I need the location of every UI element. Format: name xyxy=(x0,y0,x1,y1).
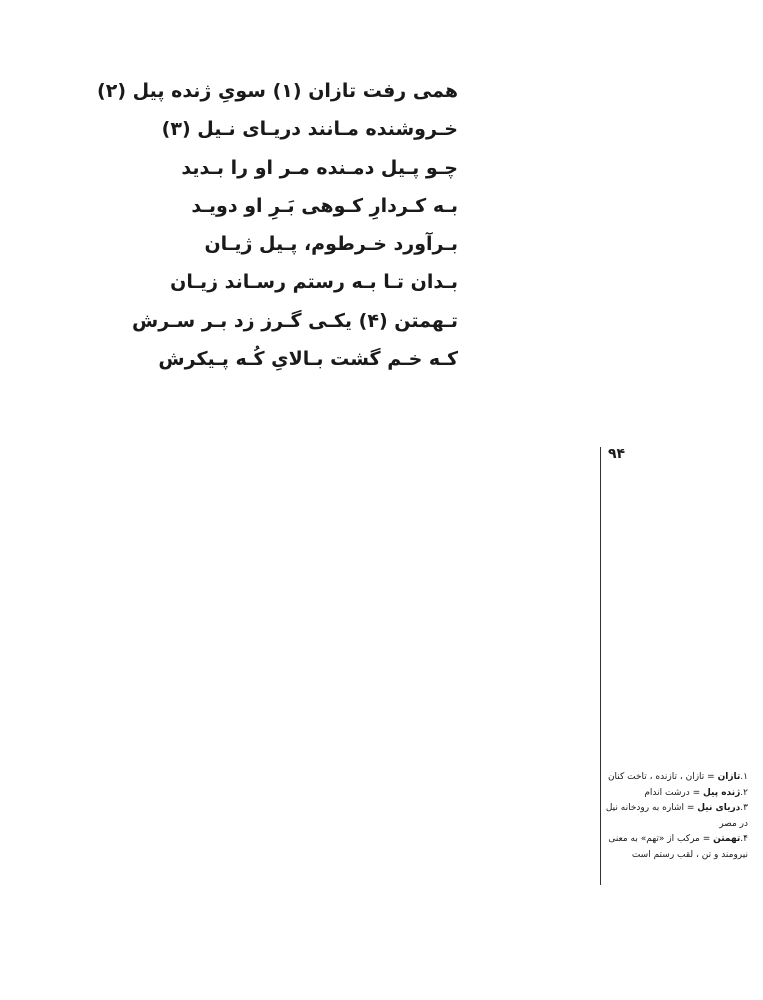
footnote xyxy=(604,770,748,786)
poem-line: خـروشنده مـانند دریـای نـیل (۳) xyxy=(161,118,458,141)
poem xyxy=(97,72,458,378)
footnote-term: دریای نیل xyxy=(697,803,741,813)
poem-line: تـهمتن (۴) یکـی گـرز زد بـر سـرش xyxy=(132,309,458,332)
footnote-definition: در مصر xyxy=(719,818,748,829)
footnote xyxy=(604,801,748,817)
poem-line: کـه خـم گشت بـالایِ کُـه پـیکرش xyxy=(158,348,458,371)
footnote-number: ۳. xyxy=(740,803,748,813)
margin-rule xyxy=(600,447,601,885)
footnote-term: تازان xyxy=(717,772,741,782)
poem-line: بـدان تـا بـه رستم رسـاند زیـان xyxy=(170,271,458,294)
footnote-definition: = تازان ، تازنده ، تاخت کنان xyxy=(607,772,718,782)
footnote-definition: = درشت اندام xyxy=(644,787,703,798)
footnote-definition: = اشاره به رودخانه نیل xyxy=(605,803,698,813)
footnote-continuation xyxy=(604,848,748,864)
footnote-term: تهمتن xyxy=(713,834,741,844)
footnote-continuation xyxy=(604,817,748,833)
footnote-definition: = مرکب از «تهم» به معنی xyxy=(608,834,714,844)
footnote-number: ۲. xyxy=(740,787,748,798)
footnote xyxy=(604,832,748,848)
poem-line: چـو پـیل دمـنده مـر او را بـدید xyxy=(181,156,458,179)
poem-line: همی رفت تازان (۱) سویِ ژنده پیل (۲) xyxy=(97,80,458,102)
poem-line: بـه کـردارِ کـوهی بَـرِ او دویـد xyxy=(191,194,458,217)
footnote-term: ژنده پیل xyxy=(702,787,741,798)
footnote-number: ۴. xyxy=(740,834,748,844)
poem-line: بـرآورد خـرطوم، پـیل ژیـان xyxy=(204,233,458,256)
footnote-number: ۱. xyxy=(740,772,748,782)
footnote-definition: نیرومند و تن ، لقب رستم است xyxy=(631,849,748,860)
footnote xyxy=(604,786,748,802)
footnotes xyxy=(604,770,748,863)
page-number: ۹۴ xyxy=(608,446,626,462)
